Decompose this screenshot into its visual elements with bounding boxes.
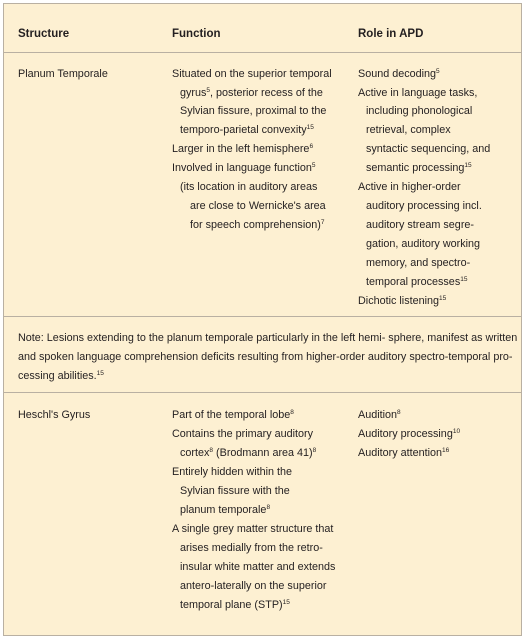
row1-role-line: auditory stream segre- (366, 219, 475, 231)
row1-function-line: Involved in language function$^5$ (172, 162, 316, 174)
row1-role-line: memory, and spectro- (366, 257, 471, 269)
row1-role-line: semantic processing$^{15}$ (366, 162, 472, 174)
row1-function-line: Larger in the left hemisphere$^6$ (172, 143, 314, 155)
note-line: cessing abilities.$^{15}$ (18, 370, 104, 382)
row1-role-line: gation, auditory working (366, 238, 481, 250)
row2-function-line: cortex$^8$ (Brodmann area 41)$^8$ (180, 447, 317, 459)
row1-function-line: Sylvian fissure, proximal to the (180, 105, 327, 117)
row2-function-line: arises medially from the retro- (180, 542, 323, 554)
header-function: Function (172, 28, 221, 40)
header-divider (4, 52, 521, 53)
row2-function-line: A single grey matter structure that (172, 523, 334, 535)
row1-role-line: Sound decoding$^5$ (358, 68, 440, 80)
row2-function-line: Entirely hidden within the (172, 466, 293, 478)
row-divider (4, 392, 521, 393)
row2-function-line: Sylvian fissure with the (180, 485, 290, 497)
row2-function-line: temporal plane (STP)$^{15}$ (180, 599, 290, 611)
row1-structure: Planum Temporale (18, 68, 108, 80)
row2-function-line: planum temporale$^8$ (180, 504, 271, 516)
row1-role-line: temporal processes$^{15}$ (366, 276, 468, 288)
note-line: Note: Lesions extending to the planum temporale particularly in the left hemi- sphere, manifest as written (18, 332, 518, 344)
row2-function-line: Contains the primary auditory (172, 428, 314, 440)
row2-role-line: Auditory processing$^{10}$ (358, 428, 461, 440)
row2-function-line: Part of the temporal lobe$^8$ (172, 409, 294, 421)
note-line: and spoken language comprehension deficits resulting from higher-order auditory spectro-temporal pro- (18, 351, 513, 363)
row2-function-line: insular white matter and extends (180, 561, 336, 573)
row1-role-line: syntactic sequencing, and (366, 143, 491, 155)
row2-structure: Heschl's Gyrus (18, 409, 91, 421)
row1-function-line: gyrus$^5$, posterior recess of the (180, 87, 323, 99)
row1-function-line: temporo-parietal convexity$^{15}$ (180, 124, 314, 136)
row1-function-line: (its location in auditory areas (180, 181, 318, 193)
row-divider (4, 316, 521, 317)
row1-role-line: retrieval, complex (366, 124, 451, 136)
header-structure: Structure (18, 28, 70, 40)
row1-function-line: are close to Wernicke's area (190, 200, 326, 212)
row2-role-line: Audition$^8$ (358, 409, 401, 421)
row1-role-line: auditory processing incl. (366, 200, 482, 212)
row1-role-line: Active in higher-order (358, 181, 461, 193)
header-role: Role in APD (358, 28, 424, 40)
row2-function-line: antero-laterally on the superior (180, 580, 327, 592)
row1-function-line: Situated on the superior temporal (172, 68, 332, 80)
row2-role-line: Auditory attention$^{16}$ (358, 447, 450, 459)
row1-role-line: including phonological (366, 105, 473, 117)
row1-role-line: Active in language tasks, (358, 87, 478, 99)
row1-role-line: Dichotic listening$^{15}$ (358, 295, 447, 307)
row1-function-line: for speech comprehension)$^7$ (190, 219, 325, 231)
